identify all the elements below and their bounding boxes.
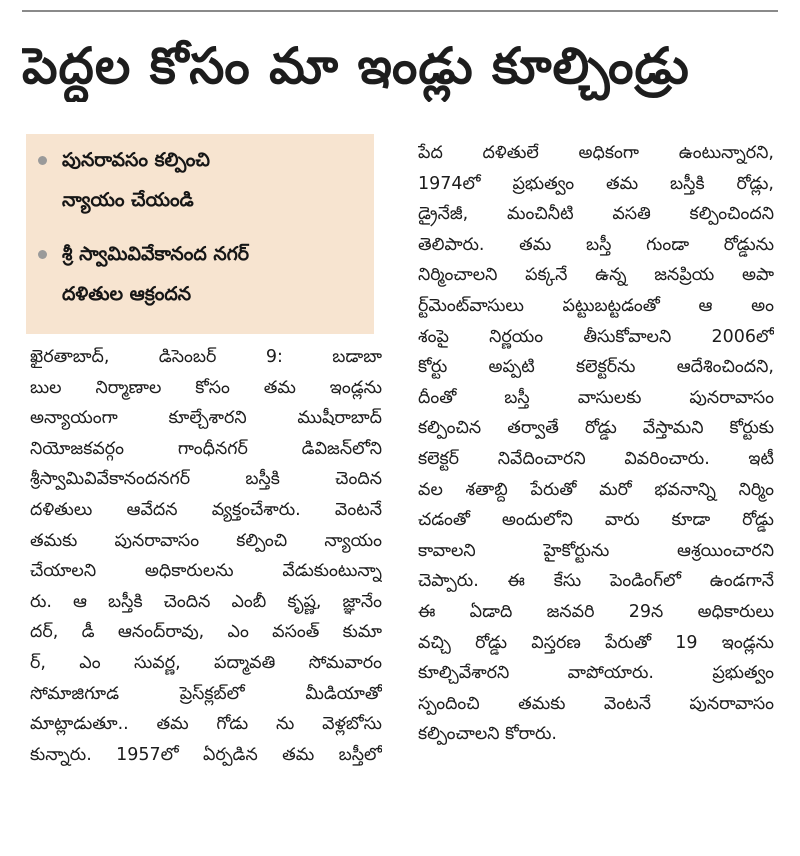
highlight-line: శ్రీ స్వామివివేకానంద నగర్: [62, 243, 250, 265]
body-line: కున్నారు. 1957లో ఏర్పడిన తమ బస్తీలో: [30, 744, 382, 765]
body-line: వచ్చి రోడ్డు విస్తరణ పేరుతో 19 ఇండ్లను: [418, 632, 774, 653]
body-line: ర్, ఎం సువర్ణ, పద్మావతి సోమవారం: [30, 652, 382, 673]
body-line: అన్యాయంగా కూల్చేశారని ముషీరాబాద్: [30, 408, 382, 429]
body-line: కూల్చివేశారని వాపోయారు. ప్రభుత్వం: [418, 663, 774, 684]
body-line: కల్పించిన తర్వాతే రోడ్డు వేస్తామని కోర్టుకు: [418, 418, 774, 439]
body-line: డ్రైనేజీ, మంచినీటి వసతి కల్పించిందని: [418, 204, 774, 225]
bullet-icon: [38, 156, 47, 165]
body-line: సోమాజిగూడ ప్రెస్‌క్లబ్‌లో మీడియాతో: [30, 683, 382, 704]
body-line: నియోజకవర్గం గాంధీనగర్ డివిజన్‌లోని: [30, 438, 382, 459]
body-line: ఈ ఏడాది జనవరి 29న అధికారులు: [418, 601, 774, 622]
body-line: స్పందించి తమకు వెంటనే పునరావాసం: [418, 693, 774, 714]
body-line: శంపై నిర్ణయం తీసుకోవాలని 2006లో: [418, 326, 774, 347]
body-line: చేయాలని అధికారులను వేడుకుంటున్నా: [30, 561, 382, 582]
highlight-item-2: [62, 234, 362, 314]
body-line: ఖైరతాబాద్, డిసెంబర్ 9: బడాబా: [30, 347, 382, 367]
body-line: కోర్టు అప్పటి కలెక్టర్‌ను ఆదేశించిందని,: [418, 357, 774, 378]
headline: పెద్దల కోసం మా ఇండ్లు కూల్చిండ్రు: [22, 37, 690, 95]
highlight-box: [26, 134, 374, 334]
highlight-line: న్యాయం చేయండి: [62, 189, 194, 211]
body-line: ర్ట్‌మెంట్‌వాసులు పట్టుబట్టడంతో ఆ అం: [418, 295, 774, 316]
body-line: మాట్లాడుతూ.. తమ గోడు ను వెళ్లబోసు: [30, 714, 382, 735]
body-line: చెప్పారు. ఈ కేసు పెండింగ్‌లో ఉండగానే: [418, 571, 774, 592]
highlight-line: దళితుల ఆక్రందన: [62, 283, 192, 305]
body-line: రు. ఆ బస్తీకి చెందిన ఎంబీ కృష్ణ, జ్ఞానేం: [30, 591, 382, 612]
highlight-line: పునరావసం కల్పించి: [62, 149, 210, 171]
body-line: తెలిపారు. తమ బస్తీ గుండా రోడ్డును: [418, 234, 774, 255]
body-line: బుల నిర్మాణాల కోసం తమ ఇండ్లను: [30, 377, 382, 398]
body-line: పేద దళితులే అధికంగా ఉంటున్నారని,: [418, 143, 774, 163]
bullet-icon: [38, 250, 47, 259]
body-line: కలెక్టర్ నివేదించారని వివరించారు. ఇటీ: [418, 448, 774, 469]
body-line: దళితులు ఆవేదన వ్యక్తంచేశారు. వెంటనే: [30, 499, 382, 520]
body-line: శ్రీస్వామివివేకానందనగర్ బస్తీకి చెందిన: [30, 469, 382, 490]
body-line: 1974లో ప్రభుత్వం తమ బస్తీకి రోడ్లు,: [418, 173, 774, 194]
body-line: వల శతాబ్ది పేరుతో మరో భవనాన్ని నిర్మిం: [418, 479, 774, 500]
body-line: దర్, డీ ఆనంద్‌రావు, ఎం వసంత్ కుమా: [30, 622, 382, 643]
body-line: చడంతో అందులోని వారు కూడా రోడ్డు: [418, 510, 774, 531]
right-column: [418, 138, 774, 750]
body-line: కావాలని హైకోర్టును ఆశ్రయించారని: [418, 540, 774, 561]
body-line: నిర్మించాలని పక్కనే ఉన్న జనప్రియ అపా: [418, 265, 774, 286]
left-column: [30, 342, 382, 770]
body-line: దీంతో బస్తీ వాసులకు పునరావాసం: [418, 387, 774, 408]
highlight-item-1: [62, 140, 362, 220]
body-line: తమకు పునరావాసం కల్పించి న్యాయం: [30, 530, 382, 551]
top-rule: [22, 10, 778, 12]
body-line: కల్పించాలని కోరారు.: [418, 724, 557, 745]
